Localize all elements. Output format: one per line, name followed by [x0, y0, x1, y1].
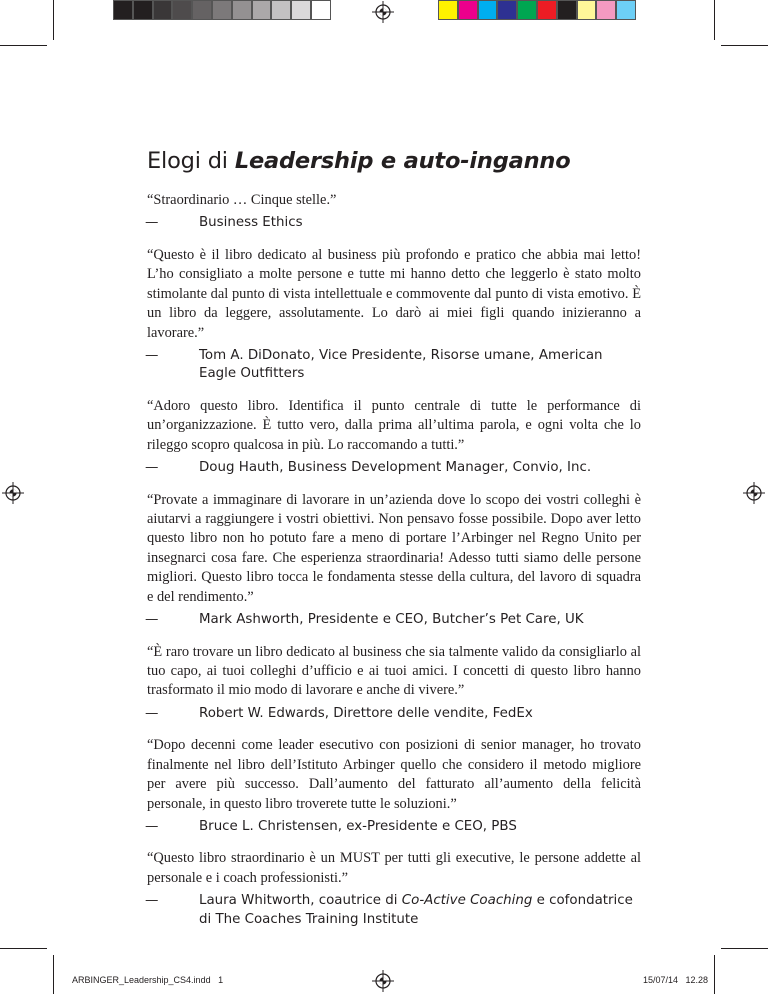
color-swatch — [153, 0, 173, 20]
slug-filename: ARBINGER_Leadership_CS4.indd 1 — [72, 975, 224, 985]
color-swatch — [212, 0, 232, 20]
color-swatch — [596, 0, 616, 20]
quote-text: “Adoro questo libro. Identifica il punto centrale di tutte le performance di un’organizzazione. È tutto vero, dalla prima all’ultima parola, e ogni volta che lo rileggo scopro qualcosa in più. Lo raccomando a tutti.” — [147, 397, 641, 453]
quote-attribution — [147, 705, 641, 724]
attribution-text: Tom A. DiDonato, Vice Presidente, Risorse umane, American Eagle Outfitters — [199, 347, 603, 382]
color-swatch — [133, 0, 153, 20]
testimonial — [147, 246, 641, 384]
testimonial — [147, 397, 641, 478]
attribution-text: Business Ethics — [199, 215, 303, 231]
crop-mark — [0, 948, 47, 949]
registration-mark-icon — [372, 1, 394, 23]
color-swatch — [497, 0, 517, 20]
color-swatch — [478, 0, 498, 20]
attribution-text: Robert W. Edwards, Direttore delle vendite, FedEx — [199, 705, 533, 721]
quote-attribution — [147, 459, 641, 478]
crop-mark — [721, 45, 768, 46]
color-swatch — [616, 0, 636, 20]
testimonial — [147, 191, 641, 233]
crop-mark — [0, 45, 47, 46]
quote-text: “Questo libro straordinario è un MUST per tutti gli executive, le persone addette al personale e i coach professionisti.” — [147, 850, 641, 886]
attribution-text: Laura Whitworth, coautrice di — [199, 893, 402, 909]
quote-text: “Provate a immaginare di lavorare in un’azienda dove lo scopo dei vostri colleghi è aiutarvi a raggiungere i vostri obiettivi. Non pensavo fosse possibile. Dopo aver letto questo libro non ho potuto fare a meno di portare l’Arbinger nel Regno Unito per insegnarci cosa fare. Che esperienza straordinaria! Adesso tutti siamo delle persone migliori. Questo libro tocca le fondamenta stesse della cultura, del lavoro di squadra e del rendimento.” — [147, 491, 641, 605]
em-dash: — — [145, 347, 159, 363]
color-swatch — [557, 0, 577, 20]
crop-mark — [53, 955, 54, 994]
registration-mark-icon — [372, 970, 394, 992]
color-swatch — [113, 0, 133, 20]
color-swatch — [517, 0, 537, 20]
color-swatch — [172, 0, 192, 20]
gray-color-bar — [113, 0, 331, 21]
quote-text: “Dopo decenni come leader esecutivo con posizioni di senior manager, ho trovato finalmente nel libro dell’Istituto Arbinger quello che considero il metodo migliore per avere più successo. Dall’aumento del fatturato all’aumento della felicità personale, in questo libro troverete tutte le soluzioni.” — [147, 737, 641, 812]
crop-mark — [714, 955, 715, 994]
color-swatch — [311, 0, 331, 20]
slug-date: 15/07/14 12.28 — [643, 975, 709, 985]
quote-text: “È raro trovare un libro dedicato al business che sia talmente valido da consigliarlo al tuo capo, ai tuoi colleghi d’ufficio e ai tuoi amici. I concetti di questo libro hanno trasformato il mio modo di lavorare e anche di vivere.” — [147, 643, 641, 699]
testimonial — [147, 491, 641, 630]
color-swatch — [577, 0, 597, 20]
attribution-text: e cofondatrice di The Coaches Training Institute — [199, 893, 633, 927]
em-dash: — — [145, 215, 159, 231]
attribution-text: Doug Hauth, Business Development Manager, Convio, Inc. — [199, 460, 592, 476]
color-swatch — [271, 0, 291, 20]
title-book-name: Leadership e auto-inganno — [234, 148, 571, 174]
quote-attribution — [147, 818, 641, 837]
testimonial — [147, 849, 641, 929]
testimonial — [147, 736, 641, 836]
em-dash: — — [145, 893, 159, 909]
quote-attribution — [147, 611, 641, 630]
em-dash: — — [145, 612, 159, 628]
quote-attribution — [147, 347, 641, 384]
color-swatch — [232, 0, 252, 20]
process-color-bar — [438, 0, 636, 21]
registration-mark-icon — [2, 482, 24, 504]
color-swatch — [438, 0, 458, 20]
em-dash: — — [145, 818, 159, 834]
quote-attribution — [147, 214, 641, 233]
testimonial — [147, 643, 641, 724]
em-dash: — — [145, 460, 159, 476]
attribution-text: Mark Ashworth, Presidente e CEO, Butcher’s Pet Care, UK — [199, 612, 584, 628]
color-swatch — [537, 0, 557, 20]
color-swatch — [252, 0, 272, 20]
registration-mark-icon — [743, 482, 765, 504]
color-swatch — [458, 0, 478, 20]
quote-text: “Straordinario … Cinque stelle.” — [147, 192, 337, 208]
crop-mark — [721, 948, 768, 949]
attribution-book-title: Co-Active Coaching — [401, 893, 533, 909]
color-swatch — [291, 0, 311, 20]
page-title — [147, 148, 570, 174]
attribution-text: Bruce L. Christensen, ex-Presidente e CEO, PBS — [199, 818, 517, 834]
testimonials — [147, 191, 641, 942]
crop-mark — [53, 0, 54, 40]
title-plain: Elogi di — [147, 148, 228, 174]
quote-text: “Questo è il libro dedicato al business più profondo e pratico che abbia mai letto! L’ho consigliato a molte persone e tutte mi hanno detto che leggerlo è stato molto stimolante dal punto di vista intellettuale e commovente dal punto di vista emotivo. È un libro da leggere, assolutamente. Lo darò ai miei figli quando inizieranno a lavorare.” — [147, 246, 641, 341]
crop-mark — [714, 0, 715, 40]
color-swatch — [192, 0, 212, 20]
em-dash: — — [145, 705, 159, 721]
quote-attribution — [147, 892, 641, 929]
